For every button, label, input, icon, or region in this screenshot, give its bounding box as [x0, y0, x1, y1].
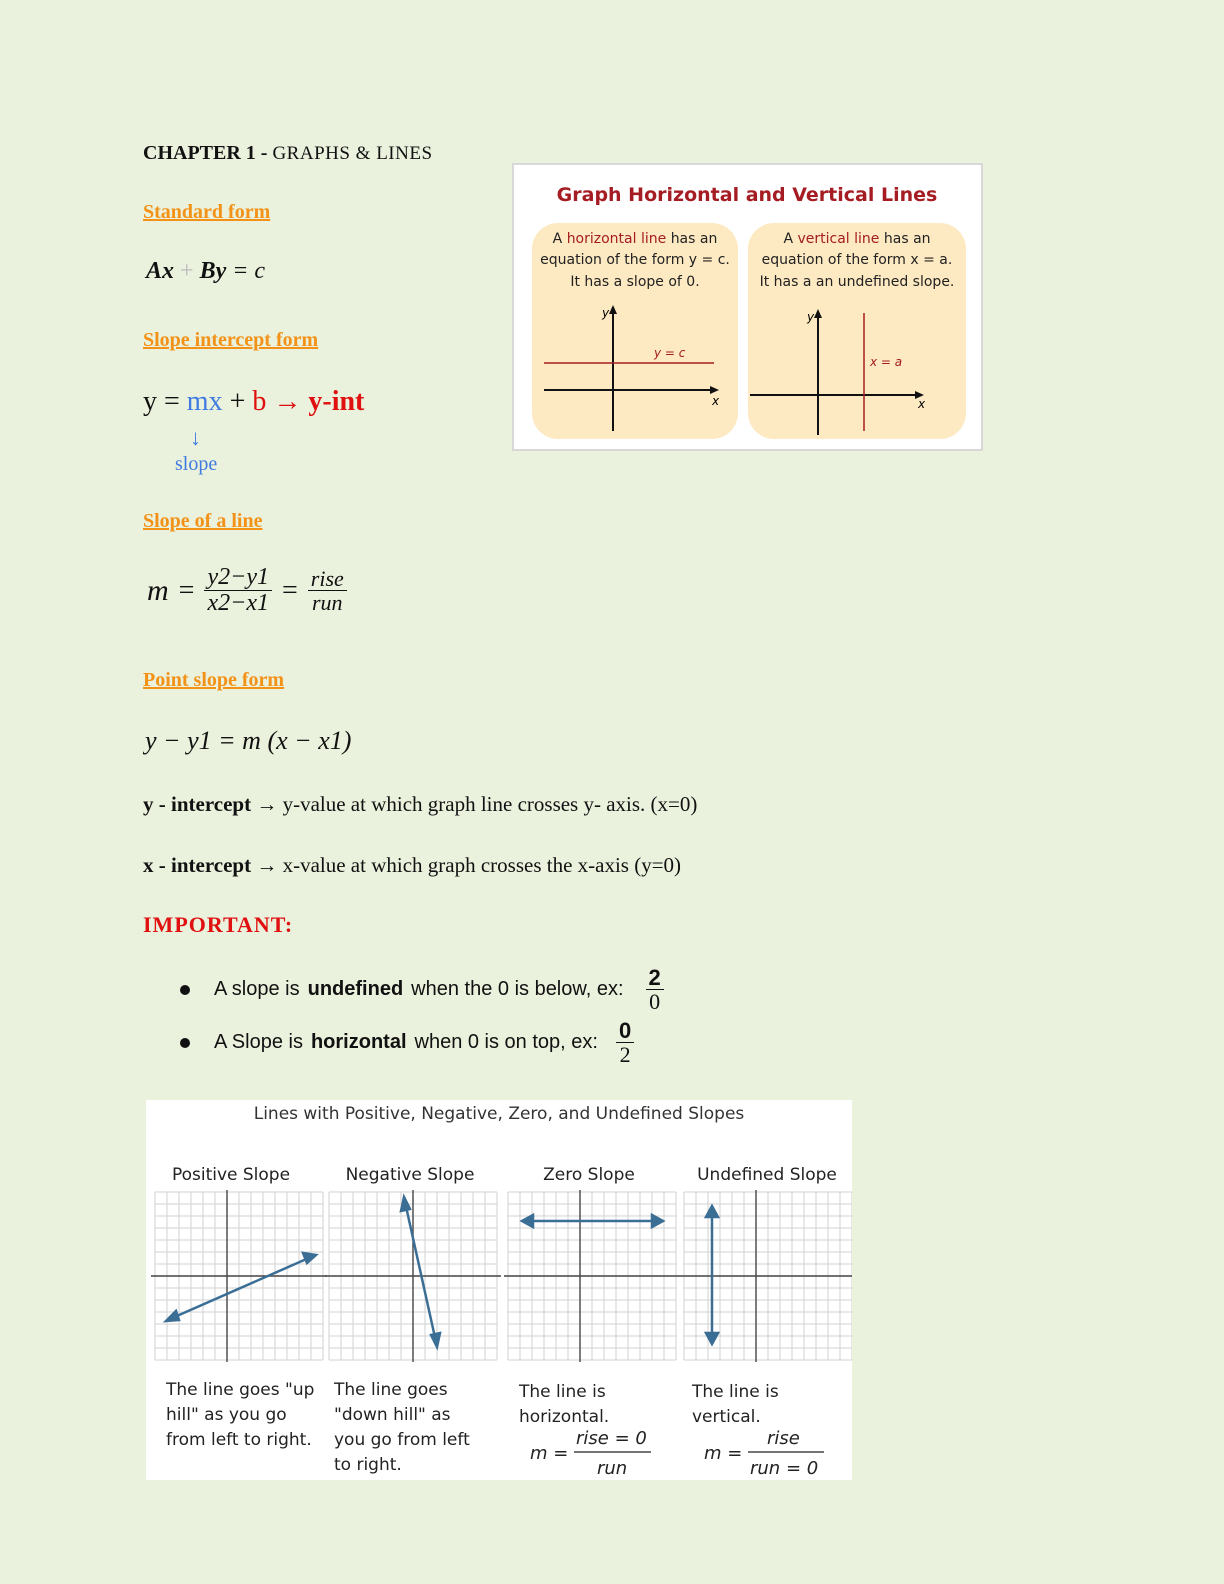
- undefined-m: m =: [704, 1443, 743, 1464]
- y-intercept-text: y-value at which graph line crosses y- axis. (x=0): [282, 792, 698, 816]
- fraction-num: 2: [646, 966, 664, 990]
- positive-caption-3: from left to right.: [166, 1430, 312, 1450]
- slope-intercept-heading: Slope intercept form: [143, 329, 319, 351]
- slope-formula: [147, 565, 347, 616]
- fraction-den: 2: [619, 1042, 631, 1068]
- undefined-slope-title: Undefined Slope: [697, 1165, 837, 1185]
- undefined-denominator: run = 0: [750, 1458, 819, 1479]
- negative-slope-title: Negative Slope: [345, 1165, 475, 1185]
- positive-caption-2: hill" as you go: [166, 1405, 287, 1425]
- slopes-title: Lines with Positive, Negative, Zero, and Undefined Slopes: [253, 1104, 745, 1124]
- zero-m: m =: [530, 1443, 569, 1464]
- plus-sign: +: [229, 386, 246, 417]
- positive-caption-1: The line goes "up: [166, 1380, 315, 1400]
- term-mx: mx: [186, 386, 223, 417]
- y-intercept-definition: [143, 792, 697, 817]
- slope-fraction: [204, 565, 272, 616]
- negative-caption-1: The line goes: [334, 1380, 448, 1400]
- bullet-horizontal: [180, 1019, 634, 1066]
- y-int-label: y-int: [308, 386, 365, 417]
- denominator: x2−x1: [207, 590, 269, 617]
- positive-arrow-right-icon: [303, 1253, 316, 1263]
- hv-lines-svg: [514, 165, 981, 449]
- equals-sign: =: [164, 386, 180, 417]
- bullet-post: when 0 is on top, ex:: [414, 1031, 598, 1054]
- negative-slope-line: [405, 1202, 436, 1342]
- negative-caption-2: "down hill" as: [334, 1405, 451, 1425]
- example-fraction: [616, 1019, 634, 1066]
- hv-title: Graph Horizontal and Vertical Lines: [556, 184, 938, 206]
- slope-label: slope: [175, 453, 218, 475]
- point-slope-heading: Point slope form: [143, 669, 285, 691]
- undefined-caption-2: vertical.: [692, 1407, 761, 1427]
- positive-slope-title: Positive Slope: [171, 1165, 291, 1185]
- chapter-number: CHAPTER 1 -: [143, 142, 268, 164]
- y-eq-c-label: y = c: [654, 346, 686, 360]
- term-b: b: [252, 386, 267, 417]
- equals-sign: =: [178, 574, 195, 606]
- zero-arrow-left-icon: [522, 1215, 533, 1227]
- y-intercept-term: y - intercept: [143, 792, 252, 816]
- slope-of-line-heading: Slope of a line: [143, 510, 263, 532]
- run: run: [311, 590, 343, 616]
- bullet-dot-icon: [180, 985, 190, 995]
- zero-denominator: run: [597, 1458, 628, 1479]
- standard-form-heading: Standard form: [143, 201, 271, 223]
- bullet-pre: A Slope is: [214, 1031, 303, 1054]
- undefined-numerator: rise: [767, 1428, 800, 1449]
- zero-arrow-right-icon: [652, 1215, 663, 1227]
- negative-arrow-bottom-icon: [431, 1333, 440, 1347]
- slopes-svg: [146, 1100, 852, 1480]
- term-ax: Ax: [146, 258, 175, 284]
- standard-form-equation: [146, 258, 265, 285]
- undefined-caption-1: The line is: [692, 1382, 779, 1402]
- right-line2: equation of the form x = a.: [761, 252, 953, 268]
- bullet-dot-icon: [180, 1038, 190, 1048]
- example-fraction: [646, 966, 664, 1013]
- bullet-post: when the 0 is below, ex:: [411, 978, 624, 1001]
- important-label: IMPORTANT:: [143, 912, 294, 937]
- right-y-label: y: [807, 310, 815, 324]
- plus-sign: +: [180, 258, 194, 284]
- numerator: y2−y1: [204, 565, 272, 591]
- term-m: m: [147, 573, 169, 607]
- zero-numerator: rise = 0: [576, 1428, 647, 1449]
- negative-arrow-top-icon: [401, 1197, 410, 1211]
- point-slope-equation: y − y1 = m (x − x1): [145, 726, 352, 755]
- bullet-pre: A slope is: [214, 978, 300, 1001]
- x-intercept-text: x-value at which graph crosses the x-axis (y=0): [282, 853, 682, 877]
- chapter-subtitle: GRAPHS & LINES: [272, 143, 433, 164]
- left-line1: A horizontal line has an: [552, 231, 718, 247]
- term-by: By: [199, 258, 227, 284]
- left-line2: equation of the form y = c.: [540, 252, 730, 268]
- negative-caption-4: to right.: [334, 1455, 402, 1475]
- zero-caption-2: horizontal.: [519, 1407, 610, 1427]
- right-line1: A vertical line has an: [783, 231, 931, 247]
- slopes-figure: [146, 1100, 852, 1480]
- x-intercept-definition: [143, 853, 681, 878]
- x-intercept-term: x - intercept: [143, 853, 252, 877]
- bullet-bold: horizontal: [310, 1031, 407, 1054]
- x-eq-a-label: x = a: [870, 355, 903, 369]
- bullet-bold: undefined: [307, 978, 404, 1001]
- slope-intercept-equation: [143, 386, 364, 418]
- right-line3: It has a an undefined slope.: [759, 274, 955, 290]
- zero-caption-1: The line is: [519, 1382, 606, 1402]
- arrow-icon: →: [256, 853, 278, 877]
- bullet-undefined: [180, 966, 664, 1013]
- hv-lines-figure: [512, 163, 983, 451]
- zero-slope-title: Zero Slope: [543, 1165, 635, 1185]
- fraction-num: 0: [616, 1019, 634, 1043]
- right-arrow-icon: →: [273, 386, 302, 417]
- coordinate-grid: [151, 1190, 327, 1362]
- arrow-icon: →: [256, 792, 278, 816]
- term-y: y: [143, 386, 157, 417]
- equals-c: = c: [232, 258, 266, 284]
- negative-caption-3: you go from left: [334, 1430, 470, 1450]
- coordinate-grid: [325, 1190, 501, 1362]
- equals-sign-2: =: [281, 574, 298, 606]
- chapter-title: [143, 142, 433, 165]
- down-arrow-icon: ↓: [190, 425, 201, 450]
- left-line3: It has a slope of 0.: [570, 274, 700, 290]
- rise: rise: [308, 567, 347, 591]
- left-y-label: y: [602, 306, 610, 320]
- left-x-label: x: [712, 394, 720, 408]
- rise-run-fraction: [308, 567, 347, 614]
- fraction-den: 0: [649, 989, 661, 1015]
- right-x-label: x: [918, 397, 926, 411]
